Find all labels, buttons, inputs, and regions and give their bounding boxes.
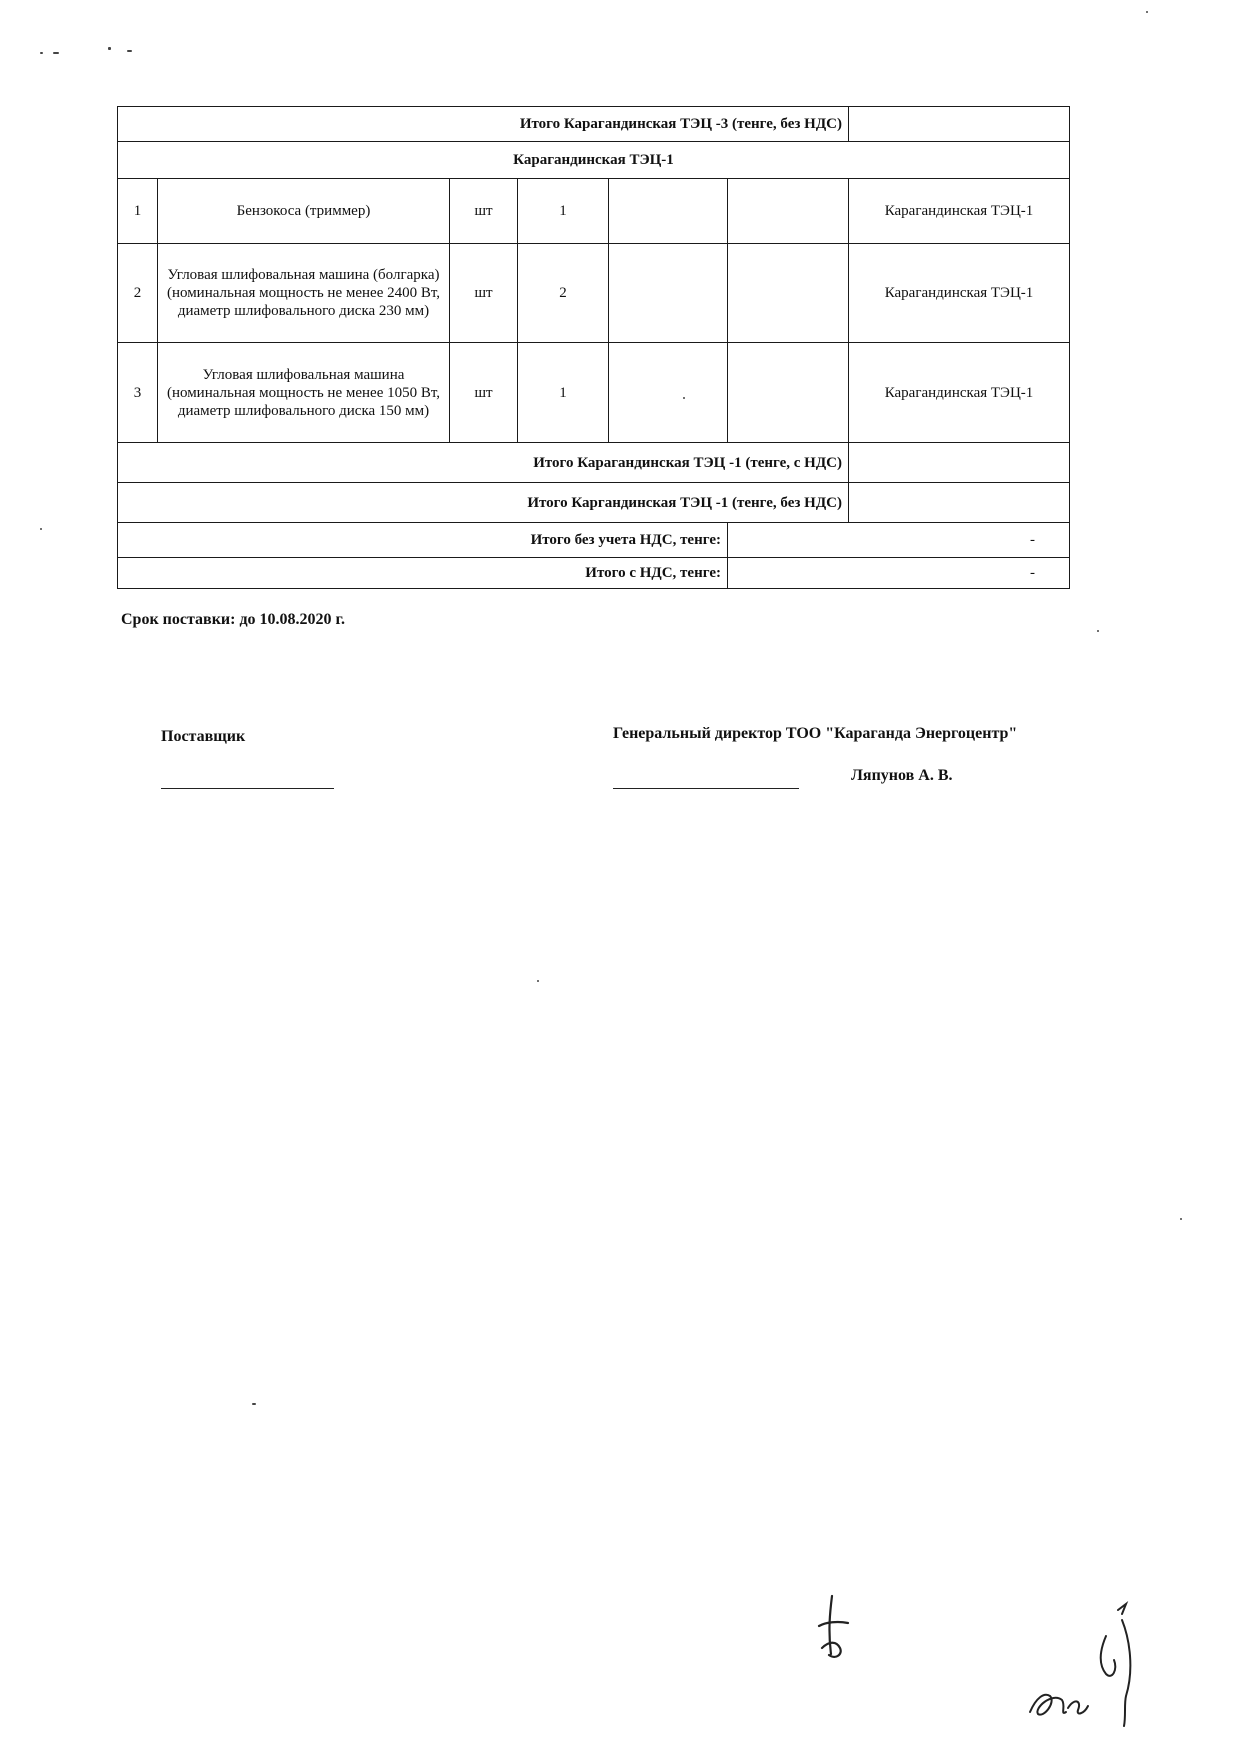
total-no-vat-label: Итого без учета НДС, тенге: xyxy=(118,523,728,558)
scan-speck xyxy=(108,47,111,50)
total-no-vat-row xyxy=(118,523,1070,558)
total-tec1-vat-row xyxy=(118,443,1070,483)
scan-speck xyxy=(1097,630,1099,632)
scan-speck xyxy=(40,52,43,54)
item-number: 1 xyxy=(118,179,158,244)
specification-table xyxy=(117,106,1070,589)
total-vat-row xyxy=(118,558,1070,589)
supplier-label: Поставщик xyxy=(161,728,246,745)
director-signature-line xyxy=(613,788,799,789)
item-delivery-place: Карагандинская ТЭЦ-1 xyxy=(849,343,1070,443)
total-tec3-no-vat-label: Итого Карагандинская ТЭЦ -3 (тенге, без НДС) xyxy=(118,107,849,142)
total-tec1-vat-value xyxy=(849,443,1070,483)
item-unit: шт xyxy=(450,343,518,443)
section-title: Карагандинская ТЭЦ-1 xyxy=(118,142,1070,179)
total-vat-label: Итого с НДС, тенге: xyxy=(118,558,728,589)
scan-speck xyxy=(40,528,42,530)
scan-speck xyxy=(53,52,59,54)
item-quantity: 1 xyxy=(518,343,609,443)
scan-speck xyxy=(127,50,132,52)
section-title-row xyxy=(118,142,1070,179)
delivery-deadline: Срок поставки: до 10.08.2020 г. xyxy=(121,611,346,628)
item-quantity: 1 xyxy=(518,179,609,244)
item-delivery-place: Карагандинская ТЭЦ-1 xyxy=(849,179,1070,244)
total-no-vat-value: - xyxy=(728,523,1070,558)
scan-speck xyxy=(537,980,539,982)
total-vat-value: - xyxy=(728,558,1070,589)
item-number: 2 xyxy=(118,244,158,343)
table-row xyxy=(118,343,1070,443)
item-name: Бензокоса (триммер) xyxy=(158,179,450,244)
total-tec1-no-vat-label: Итого Каргандинская ТЭЦ -1 (тенге, без НДС) xyxy=(118,483,849,523)
handwritten-signature xyxy=(1022,1600,1152,1732)
handwritten-initials xyxy=(810,1592,862,1666)
scan-speck xyxy=(1180,1218,1182,1220)
item-sum xyxy=(728,179,849,244)
director-name: Ляпунов А. В. xyxy=(851,767,953,784)
item-quantity: 2 xyxy=(518,244,609,343)
scan-speck xyxy=(683,397,685,399)
table-row xyxy=(118,179,1070,244)
item-sum xyxy=(728,343,849,443)
item-price xyxy=(609,179,728,244)
total-tec1-no-vat-row xyxy=(118,483,1070,523)
total-tec3-no-vat-row xyxy=(118,107,1070,142)
item-delivery-place: Карагандинская ТЭЦ-1 xyxy=(849,244,1070,343)
total-tec1-no-vat-value xyxy=(849,483,1070,523)
item-price xyxy=(609,343,728,443)
item-name: Угловая шлифовальная машина (болгарка) (номинальная мощность не менее 2400 Вт, диаметр шлифовального диска 230 мм) xyxy=(158,244,450,343)
table-row xyxy=(118,244,1070,343)
director-label: Генеральный директор ТОО "Караганда Энергоцентр" xyxy=(613,725,1018,742)
scan-speck xyxy=(252,1403,256,1405)
item-sum xyxy=(728,244,849,343)
item-number: 3 xyxy=(118,343,158,443)
supplier-signature-line xyxy=(161,788,334,789)
item-unit: шт xyxy=(450,179,518,244)
scan-speck xyxy=(1146,11,1148,13)
item-name: Угловая шлифовальная машина (номинальная мощность не менее 1050 Вт, диаметр шлифовального диска 150 мм) xyxy=(158,343,450,443)
total-tec3-no-vat-value xyxy=(849,107,1070,142)
total-tec1-vat-label: Итого Карагандинская ТЭЦ -1 (тенге, с НДС) xyxy=(118,443,849,483)
item-unit: шт xyxy=(450,244,518,343)
item-price xyxy=(609,244,728,343)
